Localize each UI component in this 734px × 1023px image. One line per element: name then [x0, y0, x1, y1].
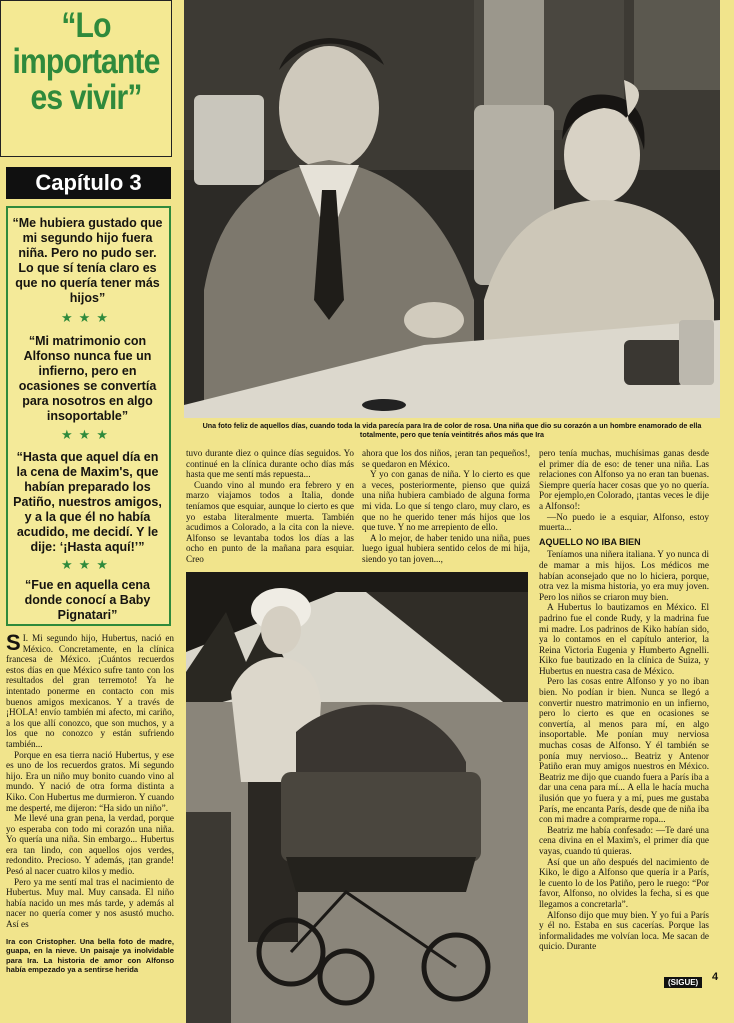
- paragraph: Así que un año después del nacimiento de Kiko, le digo a Alfonso que quería ir a París, le cuento lo de los Patiño, pero le ruego: “Por favor, Alfonso, no olvides la fecha, si es que llegamos a concretarla”.: [539, 856, 709, 909]
- paragraph: I. Mi segundo hijo, Hubertus, nació en México. Concretamente, en la clínica francesa de México. ¡Cuántos recuerdos estos días en que México sufre tanto con los resultados del gran terremoto! Ya he intentado ponerme en contacto con mis buenos amigos mexicanos. Y a través de ¡HOLA! envío también mi afecto, mi cariño, a los que allí conozco, que son muchos, y a los que no conozco y están sufriendo también...: [6, 633, 174, 749]
- stars-divider: ★★★: [61, 427, 114, 442]
- pull-quote: “Me hubiera gustado que mi segundo hijo fuera niña. Pero no pudo ser. Lo que sí tenía claro es que no quería tener más hijos”: [12, 216, 163, 305]
- paragraph: Me llevé una gran pena, la verdad, porque yo esperaba con todo mi corazón una niña. Yo quería una niña. Sin embargo... Hubertus era tan lindo, con aquellos ojos verdes, redondito. Precioso. Y además, ¡tan grande! Pesó al nacer cuatro kilos y medio.: [6, 813, 174, 877]
- paragraph: Teníamos una niñera italiana. Y yo nunca di de mamar a mis hijos. Los médicos me habían aconsejado que no lo hiciera, porque, otra vez la misma historia, yo era muy joven. Pero los niños se criaron muy bien.: [539, 549, 709, 602]
- paragraph: Beatriz me había confesado: —Te daré una cena divina en el Maxim's, el primer día que vayas, cuando tú quieras.: [539, 824, 709, 856]
- paragraph: Alfonso dijo que muy bien. Y yo fui a París y él no. Estaba en sus cacerías. Porque las informalidades me volvían loca. Me sacan de quicio. Durante: [539, 909, 709, 952]
- paragraph: Porque en esa tierra nació Hubertus, y ese es uno de los recuerdos gratos. Mi segundo hijo. Era un niño muy bonito cuando vino al mundo. Y nació de otra forma distinta a Kiko. Con Hubertus me durmieron. Y cuando me desperté, me dijeron: “Ha sido un niño”.: [6, 749, 174, 813]
- headline-line: “Lo: [61, 6, 111, 45]
- chapter-label: Capítulo 3: [6, 167, 171, 199]
- middle-column-text: [186, 448, 354, 564]
- paragraph: ahora que los dos niños, ¡eran tan pequeños!, se quedaron en México.: [362, 448, 530, 469]
- sigue-label: (SIGUE): [664, 977, 702, 988]
- drop-cap: S: [6, 633, 21, 655]
- right-column-text: [539, 448, 709, 973]
- section-subhead: AQUELLO NO IBA BIEN: [539, 536, 641, 547]
- paragraph: pero tenía muchas, muchísimas ganas desde el primer día de eso: de tener una niña. Las relaciones con Alfonso ya no eran tan buenas. Siempre quería hacer cosas que yo no quería. Por ejemplo,en Colorado, ¡tantas veces le dije a Alfonso!:: [539, 448, 709, 511]
- top-photo-caption: Una foto feliz de aquellos días, cuando toda la vida parecía para Ira de color de rosa. Una niña que dio su corazón a un hombre enamorado de ella totalmente, pero que tenía veintitrés años más que Ira: [202, 421, 702, 439]
- stars-divider: ★★★: [61, 310, 114, 325]
- paragraph: A lo mejor, de haber tenido una niña, pues luego igual hubiera sentido celos de mi hija, siendo yo tan joven...,: [362, 532, 530, 564]
- paragraph: Pero las cosas entre Alfonso y yo no iban bien. No podían ir bien. Nunca se llegó a convertir nuestro matrimonio en un infierno, pero lo cierto es que en ocasiones se convertía, al menos para mí, en algo insoportable. Me ponían muy nerviosa muchas cosas de Alfonso. Y él también se ponía muy nervioso... Beatriz y Antenor Patiño eran muy amigos nuestros en México. Beatriz me dijo que cuando fuera a París iba a dar una cena para mí... A ella le hacía mucha ilusión que yo fuera y a mí, pues me gustaba París, me encanta París, desde que de niña iba con mi madre a comprarme ropa...: [539, 676, 709, 825]
- snow-photo-caption: Ira con Cristopher. Una bella foto de madre, guapa, en la nieve. Un paisaje ya inolvidable para Ira. La historia de amor con Alfonso había empezado ya a sentirse herida: [6, 937, 174, 975]
- left-column-text: [6, 633, 174, 933]
- paragraph: Cuando vino al mundo era febrero y en marzo viajamos todos a Italia, donde teníamos que esquiar, aunque lo cierto es que yo estaba literalmente muerta. También acudimos a Colorado, a la cita con la nieve. Alfonso se levantaba todos los días a las ocho en punto de la mañana para esquiar. Creo: [186, 479, 354, 564]
- paragraph: Pero ya me sentí mal tras el nacimiento de Hubertus. Muy mal. Muy cansada. El niño había nacido un mes más tarde, y además al nacer no quería comer y nos asustó mucho. Así es: [6, 876, 174, 930]
- paragraph: tuvo durante diez o quince días seguidos. Yo continué en la clínica durante ocho días más hasta que me sentí más repuesta...: [186, 448, 354, 480]
- page-number: 4: [712, 971, 719, 983]
- headline-line: importante: [12, 42, 160, 81]
- paragraph: —No puedo ie a esquiar, Alfonso, estoy muerta...: [539, 511, 709, 533]
- continued-marker: [664, 972, 702, 990]
- stars-divider: ★★★: [61, 557, 114, 572]
- couple-photo: [184, 0, 720, 418]
- third-column-text: [362, 448, 530, 564]
- pull-quote: “Hasta que aquel día en la cena de Maxim's, que habían preparado los Patiño, nuestros amigos, y a la que él no había acudido, me decidí. Y le dije: ‘¡Hasta aquí!’”: [13, 450, 162, 554]
- paragraph: Y yo con ganas de niña. Y lo cierto es que a veces, posteriormente, pienso que quizá una niña hubiera cambiado de alguna forma mi vida. Lo que sí tengo claro, muy claro, es que no he querido tener más hijos que los que tuve. Y no me arrepiento de ello.: [362, 469, 530, 533]
- headline: [12, 8, 160, 116]
- paragraph: A Hubertus lo bautizamos en México. El padrino fue el conde Rudy, y la madrina fue mi madre. Los padrinos de Kiko habían sido, ya lo contamos en el capítulo anterior, la Reina Victoria Eugenia y Humberto Agnelli. Kiko fue bautizado en la clínica de Suiza, y Hubertus en nuestra casa de México.: [539, 602, 709, 676]
- snow-photo: [186, 572, 528, 1023]
- headline-line: es vivir”: [30, 78, 142, 117]
- pull-quote: “Mi matrimonio con Alfonso nunca fue un infierno, pero en ocasiones se convertía para nosotros en algo insoportable”: [18, 334, 157, 423]
- pull-quote: “Fue en aquella cena donde conocí a Baby Pignatari”: [24, 578, 151, 622]
